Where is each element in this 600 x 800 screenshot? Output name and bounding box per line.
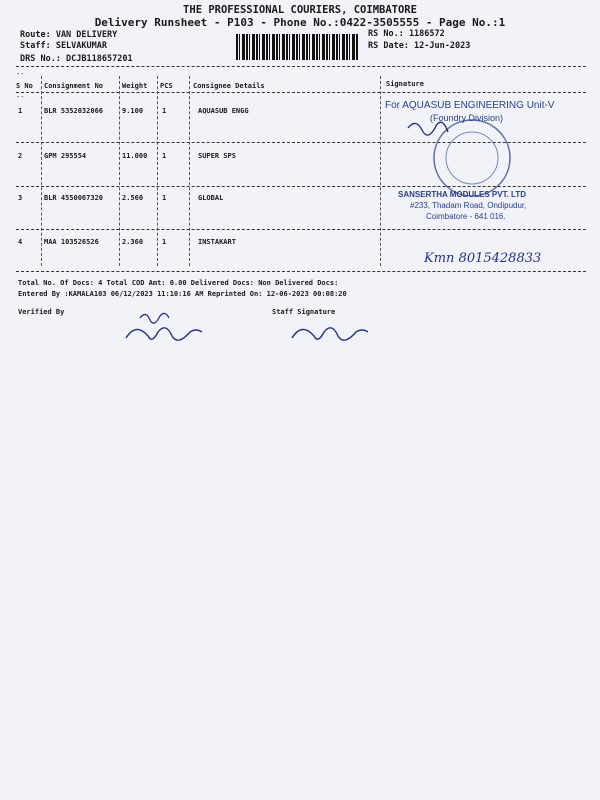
row-weight: 2.360 bbox=[122, 238, 144, 246]
row-sno: 2 bbox=[18, 152, 23, 160]
verified-initials bbox=[140, 313, 169, 323]
verified-by-label: Verified By bbox=[18, 308, 65, 316]
col-sno: S No bbox=[16, 82, 33, 90]
col-weight: Weight bbox=[122, 82, 148, 90]
row-consignee: INSTAKART bbox=[198, 238, 236, 246]
row-pcs: 1 bbox=[162, 238, 167, 246]
staff-label: Staff: SELVAKUMAR bbox=[20, 41, 107, 51]
instakart-handwritten: Kmn 8015428833 bbox=[424, 251, 542, 266]
row-sno: 4 bbox=[18, 238, 23, 246]
row-consignment: BLR 5352032066 bbox=[44, 107, 104, 115]
row-sno: 1 bbox=[18, 107, 23, 115]
row-consignment: GPM 295554 bbox=[44, 152, 87, 160]
col-consignment: Consignment No bbox=[44, 82, 104, 90]
row-weight: 9.100 bbox=[122, 107, 144, 115]
row-consignee: AQUASUB ENGG bbox=[198, 107, 249, 115]
col-consignee: Consignee Details bbox=[193, 82, 265, 90]
aquasub-signature bbox=[408, 122, 448, 135]
sno-dash-top: -- bbox=[16, 70, 25, 78]
global-stamp-line1: SANSERTHA MODULES PVT. LTD bbox=[398, 190, 527, 199]
entered-by: Entered By :KAMALA103 06/12/2023 11:10:16 AM Reprinted On: 12-06-2023 00:08:20 bbox=[18, 290, 347, 298]
row-consignment: MAA 103526526 bbox=[44, 238, 99, 246]
row-consignee: SUPER SPS bbox=[198, 152, 236, 160]
drs-number: DRS No.: DCJB118657201 bbox=[20, 54, 133, 64]
staff-signature-label: Staff Signature bbox=[272, 308, 336, 316]
row-consignee: GLOBAL bbox=[198, 194, 224, 202]
round-stamp-inner bbox=[446, 132, 498, 184]
col-signature: Signature bbox=[386, 80, 424, 88]
rs-number: RS No.: 1186572 bbox=[368, 29, 445, 39]
staff-signature-mark bbox=[292, 328, 368, 340]
totals-summary: Total No. Of Docs: 4 Total COD Amt: 0.00 Delivered Docs: Non Delivered Docs: bbox=[18, 279, 339, 287]
rs-date: RS Date: 12-Jun-2023 bbox=[368, 41, 471, 51]
route-label: Route: VAN DELIVERY bbox=[20, 30, 118, 40]
company-title: THE PROFESSIONAL COURIERS, COIMBATORE bbox=[183, 4, 417, 16]
row-weight: 2.560 bbox=[122, 194, 144, 202]
sno-dash-bottom: -- bbox=[16, 93, 25, 101]
verified-signature bbox=[126, 328, 202, 340]
row-pcs: 1 bbox=[162, 107, 167, 115]
runsheet-title: Delivery Runsheet - P103 - Phone No.:0422-3505555 - Page No.:1 bbox=[94, 16, 506, 29]
row-pcs: 1 bbox=[162, 152, 167, 160]
round-stamp-outer bbox=[434, 120, 510, 196]
global-stamp-line2: #233, Thadam Road, Ondipudur, bbox=[410, 201, 527, 210]
aquasub-stamp-line1: For AQUASUB ENGINEERING Unit-V bbox=[385, 100, 555, 111]
global-stamp-line3: Coimbatore - 641 016. bbox=[426, 212, 506, 221]
row-sno: 3 bbox=[18, 194, 23, 202]
row-pcs: 1 bbox=[162, 194, 167, 202]
row-weight: 11.000 bbox=[122, 152, 148, 160]
aquasub-stamp-line2: (Foundry Division) bbox=[430, 113, 504, 123]
row-consignment: BLR 4550067320 bbox=[44, 194, 104, 202]
col-pcs: PCS bbox=[160, 82, 173, 90]
